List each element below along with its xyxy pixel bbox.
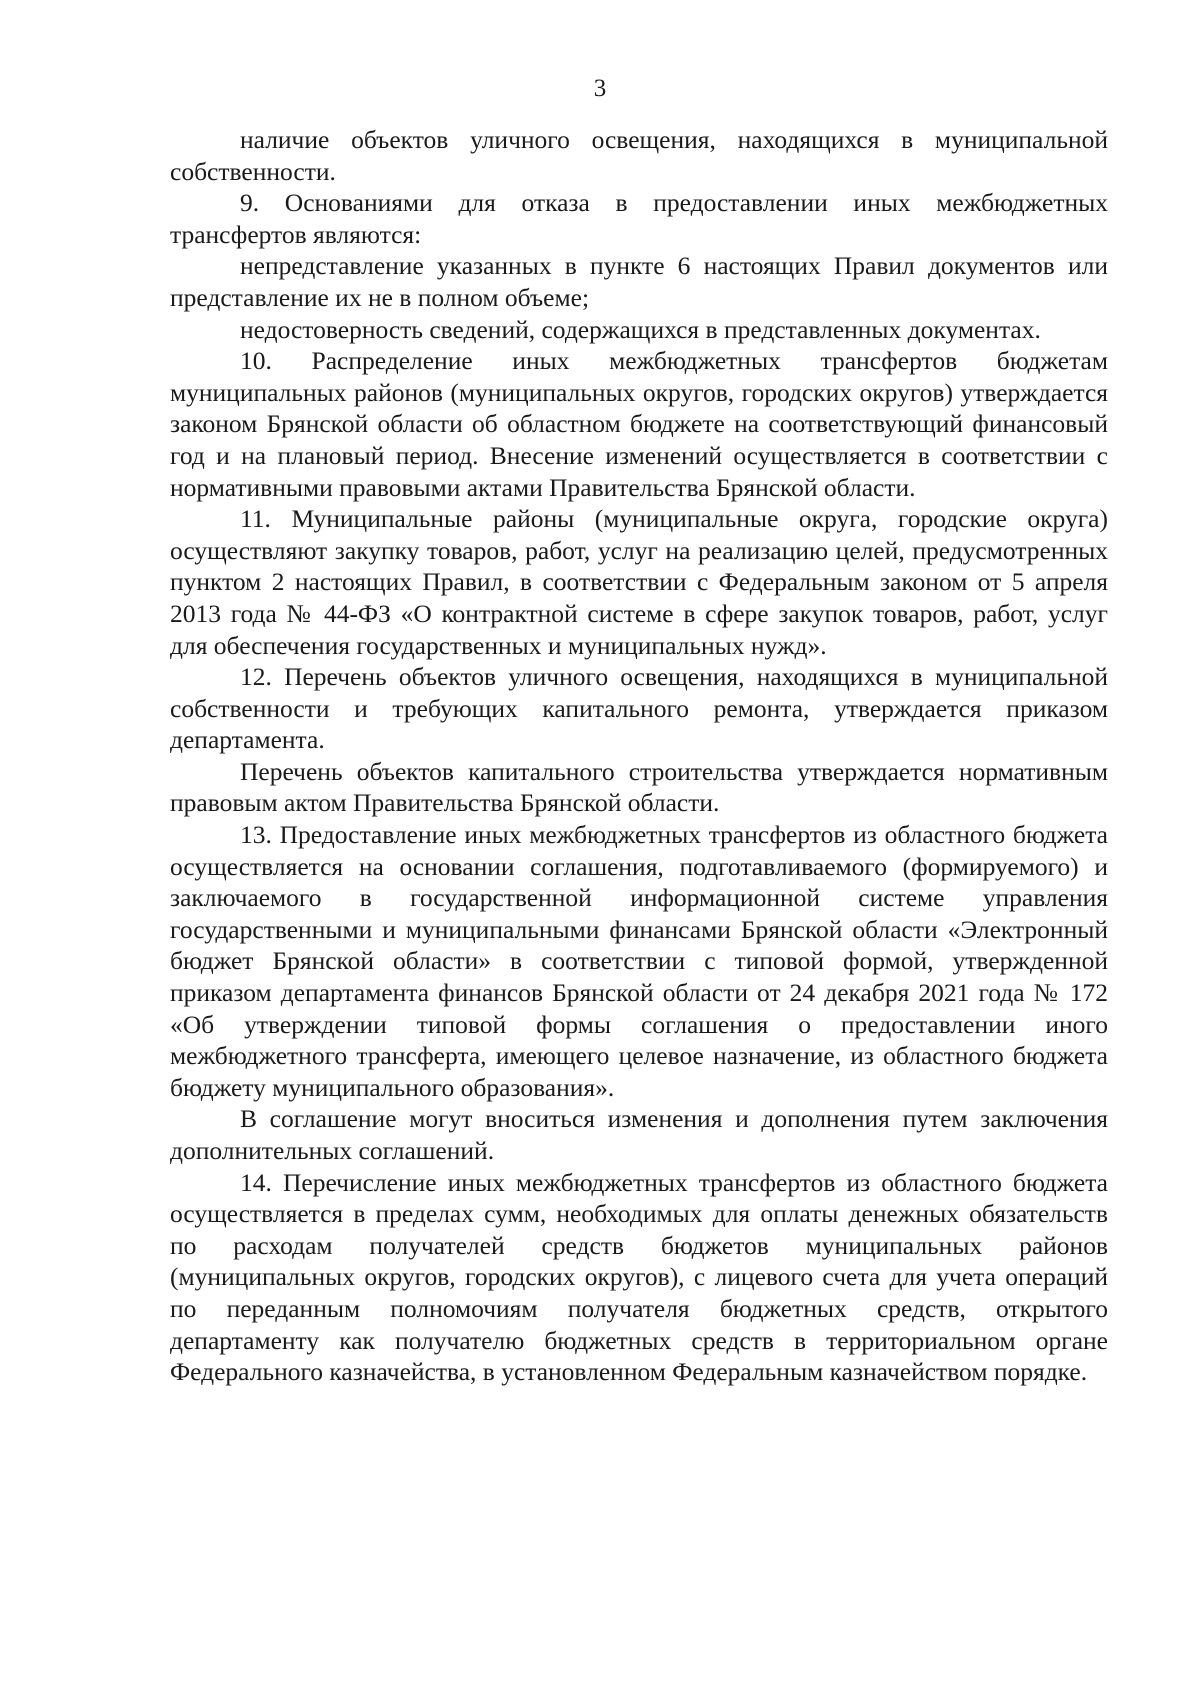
paragraph-9-unreliable-info: недостоверность сведений, содержащихся в представленных документах. [240,314,1041,344]
page-number: 3 [593,75,607,102]
paragraph-9-refusal-grounds: 9. Основаниями для отказа в предоставлении иных межбюджетных трансфертов являются: [170,188,1108,249]
paragraph-11-procurement: 11. Муниципальные районы (муниципальные округа, городские округа) осуществляют закупку товаров, работ, услуг на реализацию целей, предусмотренных пунктом 2 настоящих Правил, в соответствии с Федеральным законом от 5 апреля 2013 года № 44-ФЗ «О контрактной системе в сфере закупок товаров, работ, услуг для обеспечения государственных и муниципальных нужд». [170,504,1108,660]
paragraph-10-distribution: 10. Распределение иных межбюджетных трансфертов бюджетам муниципальных районов (муниципальных округов, городских округов) утверждается законом Брянской области об областном бюджете на соответствующий финансовый год и на плановый период. Внесение изменений осуществляется в соответствии с нормативными правовыми актами Правительства Брянской области. [170,346,1108,502]
paragraph-12-lighting-objects-list: 12. Перечень объектов уличного освещения, находящихся в муниципальной собственности и требующих капитального ремонта, утверждается приказом департамента. [170,662,1108,755]
paragraph-9-missing-documents: непредставление указанных в пункте 6 настоящих Правил документов или представление их не в полном объеме; [170,251,1108,312]
paragraph-12-construction-objects-list: Перечень объектов капитального строительства утверждается нормативным правовым актом Правительства Брянской области. [170,756,1108,818]
paragraph-13-agreement: 13. Предоставление иных межбюджетных трансфертов из областного бюджета осуществляется на основании соглашения, подготавливаемого (формируемого) и заключаемого в государственной информационной системе управления государственными и муниципальными финансами Брянской области «Электронный бюджет Брянской области» в соответствии с типовой формой, утвержденной приказом департамента финансов Брянской области от 24 декабря 2021 года № 172 «Об утверждении типовой формы соглашения о предоставлении иного межбюджетного трансферта, имеющего целевое назначение, из областного бюджета бюджету муниципального образования». [170,820,1108,1102]
paragraph-14-transfer: 14. Перечисление иных межбюджетных трансфертов из областного бюджета осуществляется в пределах сумм, необходимых для оплаты денежных обязательств по расходам получателей средств бюджетов муниципальных районов (муниципальных округов, городских округов), с лицевого счета для учета операций по переданным полномочиям получателя бюджетных средств, открытого департаменту как получателю бюджетных средств в территориальном органе Федерального казначейства, в установленном Федеральным казначейством порядке. [170,1167,1108,1387]
paragraph-street-lighting-continuation: наличие объектов уличного освещения, находящихся в муниципальной собственности. [170,125,1108,186]
paragraph-13-amendments: В соглашение могут вноситься изменения и дополнения путем заключения дополнительных соглашений. [170,1104,1108,1165]
document-body [170,124,1108,1388]
